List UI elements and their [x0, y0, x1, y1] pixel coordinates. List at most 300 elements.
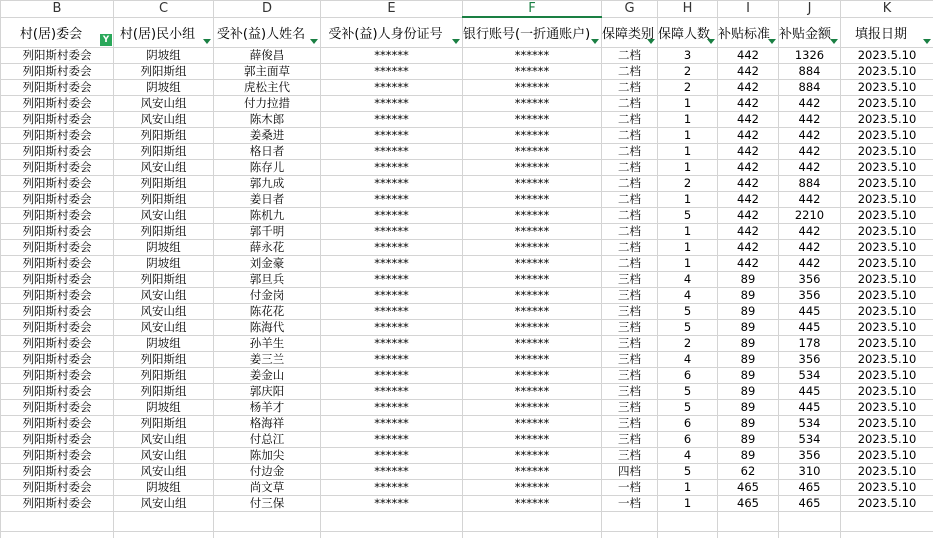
empty-cell[interactable] — [841, 532, 933, 538]
cell[interactable]: 列阳斯村委会 — [1, 400, 114, 416]
empty-cell[interactable] — [718, 532, 779, 538]
cell[interactable]: 风安山组 — [114, 288, 214, 304]
cell[interactable]: 1 — [658, 256, 718, 272]
cell[interactable]: 陈机九 — [214, 208, 321, 224]
header-cell[interactable] — [602, 17, 658, 48]
cell[interactable]: 442 — [779, 160, 841, 176]
cell[interactable]: 三档 — [602, 432, 658, 448]
cell[interactable]: 442 — [718, 96, 779, 112]
cell[interactable]: ****** — [321, 480, 463, 496]
cell[interactable]: 列阳斯村委会 — [1, 496, 114, 512]
cell[interactable]: ****** — [321, 448, 463, 464]
filter-dropdown-icon[interactable] — [452, 39, 460, 44]
cell[interactable]: 列阳斯组 — [114, 176, 214, 192]
cell[interactable]: 三档 — [602, 384, 658, 400]
cell[interactable]: 442 — [718, 208, 779, 224]
cell[interactable]: 1 — [658, 96, 718, 112]
cell[interactable]: 465 — [779, 480, 841, 496]
cell[interactable]: 1 — [658, 224, 718, 240]
empty-cell[interactable] — [214, 512, 321, 532]
cell[interactable]: ****** — [321, 240, 463, 256]
cell[interactable]: 442 — [718, 176, 779, 192]
header-cell[interactable] — [1, 17, 114, 48]
cell[interactable]: 格日者 — [214, 144, 321, 160]
cell[interactable]: 2023.5.10 — [841, 80, 933, 96]
cell[interactable]: 尚文草 — [214, 480, 321, 496]
cell[interactable]: 442 — [718, 112, 779, 128]
cell[interactable]: ****** — [463, 304, 602, 320]
cell[interactable]: 2023.5.10 — [841, 368, 933, 384]
cell[interactable]: 列阳斯村委会 — [1, 256, 114, 272]
cell[interactable]: 付三保 — [214, 496, 321, 512]
cell[interactable]: 列阳斯村委会 — [1, 304, 114, 320]
header-cell[interactable] — [214, 17, 321, 48]
empty-cell[interactable] — [114, 532, 214, 538]
cell[interactable]: 姜桑进 — [214, 128, 321, 144]
cell[interactable]: 2023.5.10 — [841, 352, 933, 368]
cell[interactable]: ****** — [321, 432, 463, 448]
cell[interactable]: 风安山组 — [114, 160, 214, 176]
cell[interactable]: 列阳斯村委会 — [1, 144, 114, 160]
empty-cell[interactable] — [602, 512, 658, 532]
cell[interactable]: 陈花花 — [214, 304, 321, 320]
cell[interactable]: 442 — [718, 80, 779, 96]
cell[interactable]: ****** — [463, 112, 602, 128]
cell[interactable]: ****** — [463, 368, 602, 384]
cell[interactable]: 二档 — [602, 144, 658, 160]
cell[interactable]: 列阳斯村委会 — [1, 176, 114, 192]
cell[interactable]: 442 — [718, 224, 779, 240]
empty-cell[interactable] — [841, 512, 933, 532]
cell[interactable]: 884 — [779, 64, 841, 80]
cell[interactable]: 一档 — [602, 480, 658, 496]
column-header-j[interactable]: J — [779, 1, 841, 18]
cell[interactable]: 列阳斯村委会 — [1, 128, 114, 144]
cell[interactable]: 三档 — [602, 336, 658, 352]
cell[interactable]: 二档 — [602, 112, 658, 128]
cell[interactable]: 442 — [779, 224, 841, 240]
cell[interactable]: 陈存儿 — [214, 160, 321, 176]
column-header-k[interactable]: K — [841, 1, 933, 18]
cell[interactable]: 310 — [779, 464, 841, 480]
cell[interactable]: ****** — [463, 96, 602, 112]
cell[interactable]: 列阳斯村委会 — [1, 224, 114, 240]
cell[interactable]: 2023.5.10 — [841, 272, 933, 288]
cell[interactable]: 442 — [779, 96, 841, 112]
cell[interactable]: 二档 — [602, 176, 658, 192]
cell[interactable]: 三档 — [602, 304, 658, 320]
cell[interactable]: 89 — [718, 416, 779, 432]
cell[interactable]: 6 — [658, 416, 718, 432]
cell[interactable]: 二档 — [602, 80, 658, 96]
empty-cell[interactable] — [463, 532, 602, 538]
cell[interactable]: 三档 — [602, 448, 658, 464]
cell[interactable]: 列阳斯村委会 — [1, 48, 114, 64]
cell[interactable]: 列阳斯村委会 — [1, 432, 114, 448]
cell[interactable]: 2023.5.10 — [841, 48, 933, 64]
cell[interactable]: 2023.5.10 — [841, 224, 933, 240]
cell[interactable]: 2023.5.10 — [841, 448, 933, 464]
cell[interactable]: 445 — [779, 400, 841, 416]
cell[interactable]: 6 — [658, 432, 718, 448]
cell[interactable]: 442 — [779, 192, 841, 208]
cell[interactable]: 3 — [658, 48, 718, 64]
cell[interactable]: 二档 — [602, 160, 658, 176]
cell[interactable]: 2023.5.10 — [841, 416, 933, 432]
cell[interactable]: 风安山组 — [114, 432, 214, 448]
empty-cell[interactable] — [779, 532, 841, 538]
cell[interactable]: 郭旦兵 — [214, 272, 321, 288]
cell[interactable]: 89 — [718, 400, 779, 416]
cell[interactable]: 姜三兰 — [214, 352, 321, 368]
cell[interactable]: 2023.5.10 — [841, 256, 933, 272]
cell[interactable]: 1 — [658, 240, 718, 256]
cell[interactable]: 风安山组 — [114, 464, 214, 480]
cell[interactable]: 列阳斯村委会 — [1, 368, 114, 384]
empty-cell[interactable] — [321, 512, 463, 532]
cell[interactable]: 列阳斯村委会 — [1, 480, 114, 496]
cell[interactable]: 2023.5.10 — [841, 192, 933, 208]
cell[interactable]: 阴坡组 — [114, 400, 214, 416]
cell[interactable]: 阴坡组 — [114, 480, 214, 496]
cell[interactable]: 6 — [658, 368, 718, 384]
empty-cell[interactable] — [658, 532, 718, 538]
empty-cell[interactable] — [214, 532, 321, 538]
cell[interactable]: ****** — [321, 304, 463, 320]
cell[interactable]: 1 — [658, 128, 718, 144]
cell[interactable]: 列阳斯村委会 — [1, 272, 114, 288]
cell[interactable]: ****** — [463, 224, 602, 240]
cell[interactable]: 4 — [658, 352, 718, 368]
cell[interactable]: 89 — [718, 288, 779, 304]
cell[interactable]: ****** — [463, 320, 602, 336]
cell[interactable]: 2023.5.10 — [841, 176, 933, 192]
cell[interactable]: 列阳斯村委会 — [1, 208, 114, 224]
cell[interactable]: ****** — [463, 288, 602, 304]
header-cell[interactable] — [779, 17, 841, 48]
cell[interactable]: 三档 — [602, 400, 658, 416]
cell[interactable]: ****** — [463, 128, 602, 144]
cell[interactable]: 阴坡组 — [114, 48, 214, 64]
cell[interactable]: 列阳斯组 — [114, 64, 214, 80]
cell[interactable]: 1326 — [779, 48, 841, 64]
cell[interactable]: 列阳斯组 — [114, 416, 214, 432]
cell[interactable]: 1 — [658, 480, 718, 496]
cell[interactable]: 列阳斯村委会 — [1, 464, 114, 480]
cell[interactable]: 445 — [779, 304, 841, 320]
cell[interactable]: 442 — [718, 160, 779, 176]
cell[interactable]: ****** — [463, 496, 602, 512]
header-cell[interactable] — [114, 17, 214, 48]
cell[interactable]: ****** — [463, 464, 602, 480]
cell[interactable]: 风安山组 — [114, 496, 214, 512]
cell[interactable]: 2 — [658, 176, 718, 192]
cell[interactable]: 1 — [658, 112, 718, 128]
cell[interactable]: 445 — [779, 384, 841, 400]
cell[interactable]: 列阳斯村委会 — [1, 64, 114, 80]
cell[interactable]: ****** — [463, 208, 602, 224]
header-cell[interactable] — [321, 17, 463, 48]
column-header-d[interactable]: D — [214, 1, 321, 18]
cell[interactable]: 2023.5.10 — [841, 480, 933, 496]
cell[interactable]: 62 — [718, 464, 779, 480]
cell[interactable]: 列阳斯村委会 — [1, 192, 114, 208]
cell[interactable]: 列阳斯村委会 — [1, 448, 114, 464]
cell[interactable]: 2023.5.10 — [841, 432, 933, 448]
cell[interactable]: ****** — [321, 400, 463, 416]
cell[interactable]: ****** — [463, 144, 602, 160]
cell[interactable]: 虎松主代 — [214, 80, 321, 96]
cell[interactable]: 二档 — [602, 256, 658, 272]
filter-dropdown-icon[interactable] — [830, 39, 838, 44]
header-cell[interactable] — [841, 17, 933, 48]
cell[interactable]: ****** — [463, 64, 602, 80]
cell[interactable]: 442 — [718, 240, 779, 256]
cell[interactable]: 付总江 — [214, 432, 321, 448]
cell[interactable]: ****** — [463, 416, 602, 432]
cell[interactable]: 2023.5.10 — [841, 320, 933, 336]
cell[interactable]: 89 — [718, 384, 779, 400]
cell[interactable]: ****** — [463, 256, 602, 272]
cell[interactable]: ****** — [321, 320, 463, 336]
cell[interactable]: 465 — [718, 480, 779, 496]
cell[interactable]: 付金岗 — [214, 288, 321, 304]
column-header-i[interactable]: I — [718, 1, 779, 18]
column-header-f[interactable]: F — [463, 1, 602, 18]
cell[interactable]: 陈加尖 — [214, 448, 321, 464]
cell[interactable]: 5 — [658, 320, 718, 336]
cell[interactable]: 列阳斯村委会 — [1, 160, 114, 176]
cell[interactable]: ****** — [321, 128, 463, 144]
cell[interactable]: ****** — [463, 480, 602, 496]
column-header-g[interactable]: G — [602, 1, 658, 18]
cell[interactable]: 列阳斯村委会 — [1, 320, 114, 336]
cell[interactable]: 4 — [658, 288, 718, 304]
cell[interactable]: ****** — [321, 144, 463, 160]
cell[interactable]: 442 — [718, 64, 779, 80]
cell[interactable]: 2023.5.10 — [841, 336, 933, 352]
cell[interactable]: 三档 — [602, 416, 658, 432]
cell[interactable]: ****** — [321, 256, 463, 272]
cell[interactable]: 884 — [779, 80, 841, 96]
cell[interactable]: 2 — [658, 80, 718, 96]
cell[interactable]: 89 — [718, 352, 779, 368]
cell[interactable]: 列阳斯组 — [114, 384, 214, 400]
empty-cell[interactable] — [658, 512, 718, 532]
cell[interactable]: 二档 — [602, 224, 658, 240]
cell[interactable]: 阴坡组 — [114, 256, 214, 272]
cell[interactable]: 5 — [658, 208, 718, 224]
cell[interactable]: ****** — [321, 48, 463, 64]
cell[interactable]: 二档 — [602, 192, 658, 208]
empty-cell[interactable] — [1, 532, 114, 538]
cell[interactable]: 二档 — [602, 96, 658, 112]
cell[interactable]: 442 — [779, 112, 841, 128]
cell[interactable]: 442 — [718, 256, 779, 272]
cell[interactable]: 风安山组 — [114, 208, 214, 224]
cell[interactable]: ****** — [321, 64, 463, 80]
cell[interactable]: 列阳斯组 — [114, 352, 214, 368]
filter-dropdown-icon[interactable] — [203, 39, 211, 44]
cell[interactable]: 2023.5.10 — [841, 144, 933, 160]
cell[interactable]: 442 — [779, 256, 841, 272]
cell[interactable]: 三档 — [602, 288, 658, 304]
cell[interactable]: 风安山组 — [114, 304, 214, 320]
cell[interactable]: ****** — [321, 96, 463, 112]
cell[interactable]: 郭庆阳 — [214, 384, 321, 400]
cell[interactable]: 陈海代 — [214, 320, 321, 336]
cell[interactable]: ****** — [321, 336, 463, 352]
cell[interactable]: 89 — [718, 272, 779, 288]
cell[interactable]: ****** — [463, 448, 602, 464]
cell[interactable]: ****** — [463, 352, 602, 368]
cell[interactable]: 356 — [779, 272, 841, 288]
cell[interactable]: 2023.5.10 — [841, 208, 933, 224]
cell[interactable]: 356 — [779, 352, 841, 368]
cell[interactable]: 2 — [658, 336, 718, 352]
cell[interactable]: 二档 — [602, 64, 658, 80]
cell[interactable]: 2023.5.10 — [841, 128, 933, 144]
cell[interactable]: ****** — [463, 384, 602, 400]
cell[interactable]: 2023.5.10 — [841, 464, 933, 480]
cell[interactable]: 列阳斯组 — [114, 144, 214, 160]
cell[interactable]: 陈木郎 — [214, 112, 321, 128]
cell[interactable]: 89 — [718, 432, 779, 448]
cell[interactable]: 442 — [779, 240, 841, 256]
cell[interactable]: 2023.5.10 — [841, 384, 933, 400]
column-header-h[interactable]: H — [658, 1, 718, 18]
cell[interactable]: 阴坡组 — [114, 240, 214, 256]
cell[interactable]: ****** — [463, 272, 602, 288]
cell[interactable]: 姜金山 — [214, 368, 321, 384]
cell[interactable]: 风安山组 — [114, 112, 214, 128]
filter-dropdown-icon[interactable] — [310, 39, 318, 44]
cell[interactable]: 薛永花 — [214, 240, 321, 256]
cell[interactable]: 列阳斯村委会 — [1, 416, 114, 432]
cell[interactable]: ****** — [321, 352, 463, 368]
cell[interactable]: 二档 — [602, 240, 658, 256]
cell[interactable]: 442 — [718, 128, 779, 144]
cell[interactable]: 442 — [779, 128, 841, 144]
cell[interactable]: ****** — [463, 400, 602, 416]
cell[interactable]: 风安山组 — [114, 320, 214, 336]
cell[interactable]: 5 — [658, 400, 718, 416]
cell[interactable]: 2023.5.10 — [841, 112, 933, 128]
cell[interactable]: 5 — [658, 384, 718, 400]
cell[interactable]: ****** — [463, 160, 602, 176]
cell[interactable]: ****** — [321, 272, 463, 288]
cell[interactable]: 465 — [718, 496, 779, 512]
cell[interactable]: 442 — [779, 144, 841, 160]
cell[interactable]: 2 — [658, 64, 718, 80]
header-cell[interactable] — [718, 17, 779, 48]
cell[interactable]: ****** — [463, 48, 602, 64]
cell[interactable]: 2023.5.10 — [841, 160, 933, 176]
column-header-b[interactable]: B — [1, 1, 114, 18]
cell[interactable]: ****** — [321, 224, 463, 240]
cell[interactable]: 4 — [658, 448, 718, 464]
filter-active-icon[interactable]: Y — [100, 34, 112, 46]
cell[interactable]: 风安山组 — [114, 96, 214, 112]
cell[interactable]: 列阳斯村委会 — [1, 352, 114, 368]
cell[interactable]: 列阳斯村委会 — [1, 240, 114, 256]
cell[interactable]: 孙羊生 — [214, 336, 321, 352]
cell[interactable]: 列阳斯村委会 — [1, 288, 114, 304]
column-header-e[interactable]: E — [321, 1, 463, 18]
cell[interactable]: 阴坡组 — [114, 80, 214, 96]
cell[interactable]: 5 — [658, 464, 718, 480]
cell[interactable]: 列阳斯组 — [114, 368, 214, 384]
cell[interactable]: 2023.5.10 — [841, 96, 933, 112]
cell[interactable]: 89 — [718, 368, 779, 384]
cell[interactable]: 薛俊昌 — [214, 48, 321, 64]
cell[interactable]: 445 — [779, 320, 841, 336]
cell[interactable]: 89 — [718, 304, 779, 320]
cell[interactable]: ****** — [463, 80, 602, 96]
cell[interactable]: 4 — [658, 272, 718, 288]
cell[interactable]: 89 — [718, 320, 779, 336]
cell[interactable]: 1 — [658, 496, 718, 512]
filter-dropdown-icon[interactable] — [768, 39, 776, 44]
cell[interactable]: 格海祥 — [214, 416, 321, 432]
cell[interactable]: ****** — [321, 384, 463, 400]
cell[interactable]: ****** — [321, 464, 463, 480]
cell[interactable]: 二档 — [602, 128, 658, 144]
cell[interactable]: ****** — [463, 240, 602, 256]
cell[interactable]: 2023.5.10 — [841, 240, 933, 256]
empty-cell[interactable] — [718, 512, 779, 532]
cell[interactable]: 89 — [718, 448, 779, 464]
header-cell[interactable] — [658, 17, 718, 48]
cell[interactable]: 一档 — [602, 496, 658, 512]
cell[interactable]: 465 — [779, 496, 841, 512]
cell[interactable]: ****** — [321, 192, 463, 208]
cell[interactable]: 列阳斯村委会 — [1, 80, 114, 96]
cell[interactable]: 列阳斯组 — [114, 272, 214, 288]
cell[interactable]: 四档 — [602, 464, 658, 480]
cell[interactable]: 三档 — [602, 368, 658, 384]
cell[interactable]: 郭主面草 — [214, 64, 321, 80]
cell[interactable]: ****** — [321, 288, 463, 304]
empty-cell[interactable] — [779, 512, 841, 532]
cell[interactable]: 列阳斯组 — [114, 192, 214, 208]
cell[interactable]: 付力拉措 — [214, 96, 321, 112]
cell[interactable]: 列阳斯组 — [114, 224, 214, 240]
cell[interactable]: 534 — [779, 432, 841, 448]
cell[interactable]: ****** — [321, 416, 463, 432]
cell[interactable]: 442 — [718, 144, 779, 160]
cell[interactable]: ****** — [321, 176, 463, 192]
cell[interactable]: 534 — [779, 416, 841, 432]
cell[interactable]: ****** — [463, 176, 602, 192]
cell[interactable]: ****** — [321, 496, 463, 512]
empty-cell[interactable] — [1, 512, 114, 532]
cell[interactable]: 三档 — [602, 272, 658, 288]
cell[interactable]: 2023.5.10 — [841, 64, 933, 80]
cell[interactable]: 356 — [779, 288, 841, 304]
cell[interactable]: 178 — [779, 336, 841, 352]
cell[interactable]: 杨羊才 — [214, 400, 321, 416]
column-header-c[interactable]: C — [114, 1, 214, 18]
cell[interactable]: 郭九成 — [214, 176, 321, 192]
filter-dropdown-icon[interactable] — [923, 39, 931, 44]
cell[interactable]: 1 — [658, 192, 718, 208]
filter-dropdown-icon[interactable] — [707, 39, 715, 44]
cell[interactable]: 2023.5.10 — [841, 288, 933, 304]
empty-cell[interactable] — [602, 532, 658, 538]
cell[interactable]: ****** — [321, 80, 463, 96]
cell[interactable]: 356 — [779, 448, 841, 464]
